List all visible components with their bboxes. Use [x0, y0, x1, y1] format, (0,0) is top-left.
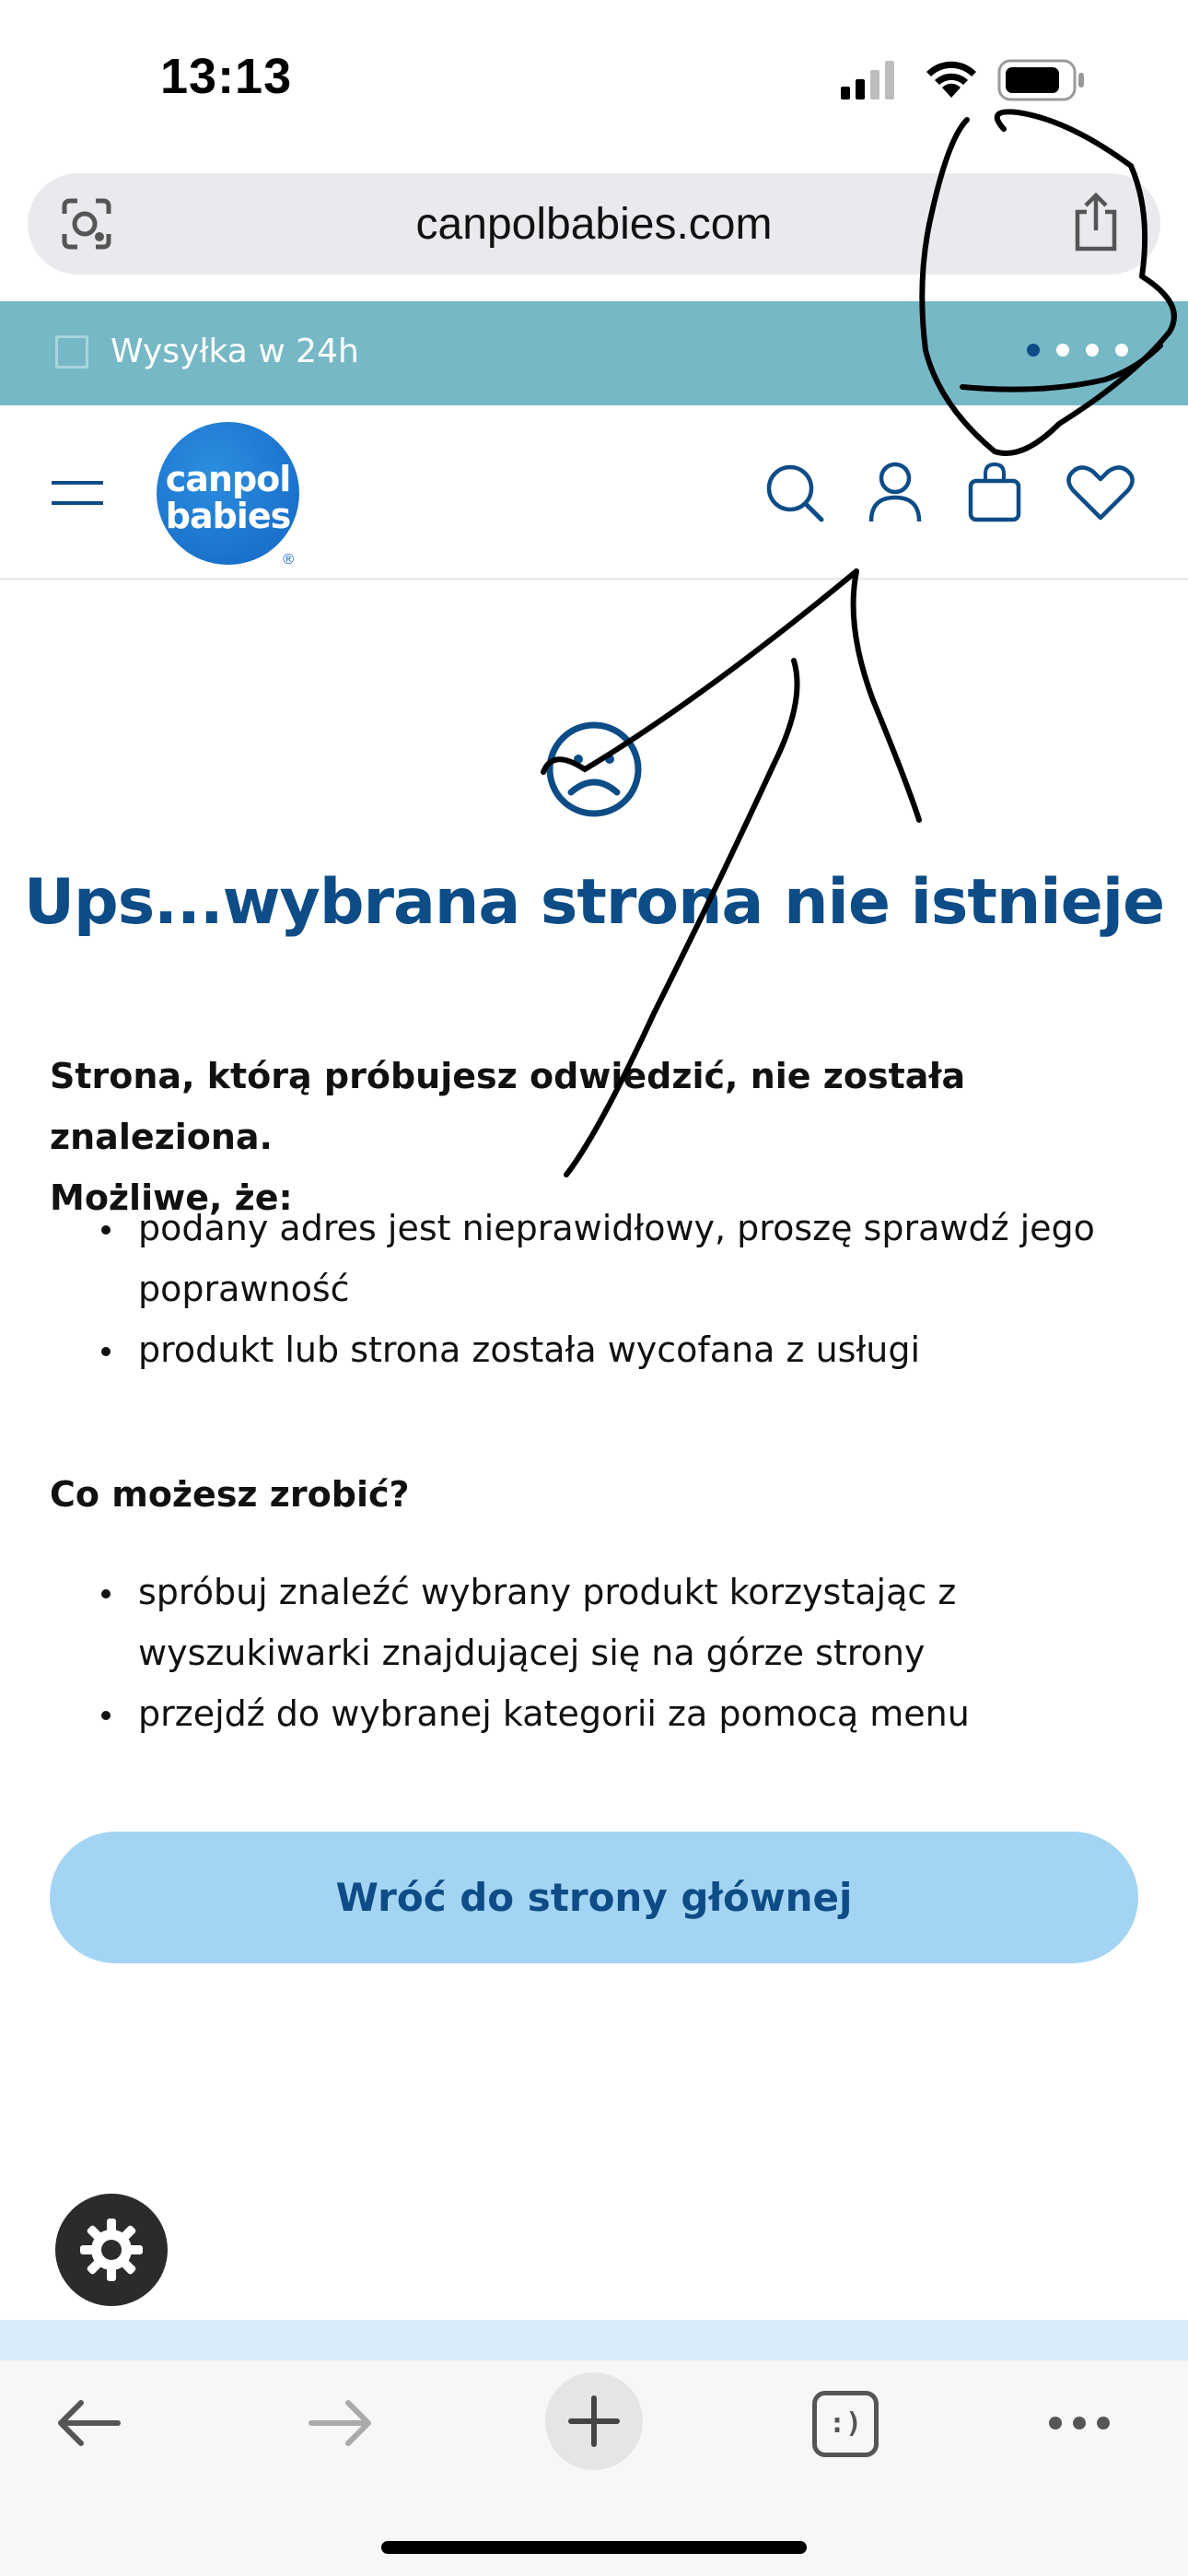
actions-heading: Co możesz zrobić? — [50, 1474, 410, 1515]
logo-text-line1: canpol — [165, 459, 291, 499]
forward-arrow-icon[interactable] — [308, 2395, 376, 2451]
back-to-home-button[interactable]: Wróć do strony głównej — [50, 1832, 1138, 1963]
promo-text: Wysyłka w 24h — [111, 333, 359, 370]
error-intro-line1: Strona, którą próbujesz odwiedzić, nie została znaleziona. — [50, 1056, 966, 1157]
more-options-icon[interactable] — [1046, 2414, 1112, 2432]
logo-text-line2: babies — [165, 496, 291, 536]
list-item: spróbuj znaleźć wybrany produkt korzystając z wyszukiwarki znajdującej się na górze strony — [50, 1562, 1155, 1683]
list-item: podany adres jest nieprawidłowy, proszę sprawdź jego poprawność — [50, 1198, 1155, 1319]
status-time: 13:13 — [160, 49, 293, 104]
list-item: przejdź do wybranej kategorii za pomocą menu — [50, 1683, 1155, 1744]
tab-switcher-glyph: :) — [828, 2407, 863, 2440]
home-indicator — [381, 2541, 807, 2554]
logo-registered-mark: ® — [283, 552, 294, 568]
error-intro-line2: Możliwe, że: — [50, 1177, 293, 1218]
plus-icon — [545, 2372, 643, 2470]
back-arrow-icon[interactable] — [53, 2395, 122, 2451]
list-item: produkt lub strona została wycofana z usługi — [50, 1319, 1155, 1380]
page-title: Ups...wybrana strona nie istnieje — [23, 866, 1165, 939]
url-text[interactable]: canpolbabies.com — [415, 200, 773, 249]
new-tab-button[interactable] — [545, 2372, 643, 2470]
tab-switcher-button[interactable] — [812, 2391, 879, 2457]
